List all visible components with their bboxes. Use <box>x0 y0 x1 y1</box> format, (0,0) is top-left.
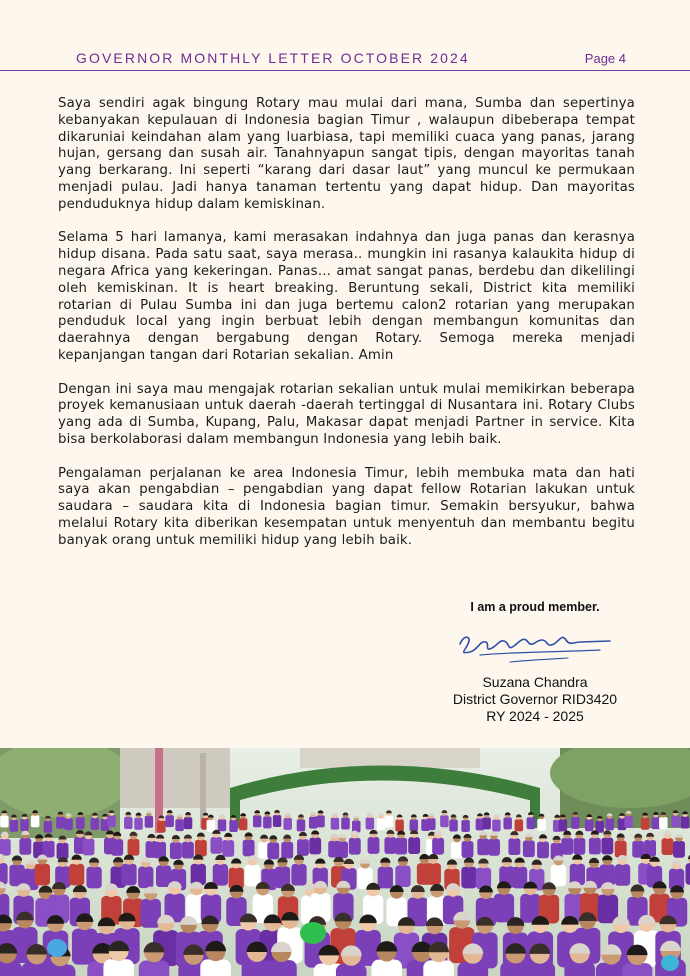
letter-body <box>58 96 635 566</box>
signature-block <box>430 600 640 725</box>
signer-name: Suzana Chandra <box>482 674 588 690</box>
signer-role: District Governor RID3420 <box>452 691 618 707</box>
paragraph-1: Saya sendiri agak bingung Rotary mau mulai dari mana, Sumba dan sepertinya kebanyakan kepulauan di Indonesia bagian Timur , walaupun dibeberapa tempat dikaruniai keindahan alam yang luarbiasa, tapi memiliki cuaca yang panas, jarang hujan, gersang dan susah air. Tanahnyapun sangat tipis, dengan mayoritas tanah yang berkarang. Ini seperti “karang dari dasar laut” yang muncul ke permukaan menjadi pulau. Jadi hanya tanaman tertentu yang dapat hidup. Dan mayoritas penduduknya hidup dalam kemiskinan. <box>58 96 635 212</box>
proud-member-tagline: I am a proud member. <box>470 600 600 614</box>
green-balloon <box>300 922 326 944</box>
page-header <box>0 0 690 71</box>
blue-balloon-right <box>661 955 679 971</box>
signer-term: RY 2024 - 2025 <box>486 708 584 724</box>
newsletter-title: GOVERNOR MONTHLY LETTER OCTOBER 2024 <box>76 50 470 66</box>
paragraph-4: Pengalaman perjalanan ke area Indonesia Timur, lebih membuka mata dan hati saya akan pengabdian – pengabdian yang dapat fellow Rotarian lakukan untuk saudara – saudara kita di Indonesia bagian timur. Semakin bersyukur, bahwa melalui Rotary kita diberikan kesempatan untuk menyentuh dan membantu begitu banyak orang untuk memiliki hidup yang lebih baik. <box>58 465 635 548</box>
paragraph-3: Dengan ini saya mau mengajak rotarian sekalian untuk mulai memikirkan beberapa proyek kemanusiaan untuk daerah -daerah tertinggal di Nusantara ini. Rotary Clubs yang ada di Sumba, Kupang, Palu, Makasar dapat menjadi Partner in service. Kita bisa berkolaborasi dalam membangun Indonesia yang lebih baik. <box>58 381 635 447</box>
blue-balloon <box>47 939 67 957</box>
page-number: Page 4 <box>584 51 626 66</box>
crowd-photo-illustration <box>0 748 690 976</box>
paragraph-2: Selama 5 hari lamanya, kami merasakan indahnya dan juga panas dan kerasnya hidup disana. Pada satu saat, saya merasa.. mungkin ini rasanya kalaukita hidup di negara Africa yang kekeringan. Panas… amat sangat panas, berdebu dan dikelilingi oleh kemiskinan. It is heart breaking. Beruntung sekali, District kita memiliki rotarian di Pulau Sumba ini dan juga bertemu calon2 rotarian yang merupakan penduduk local yang ingin berbuat lebih dengan membangun komunitas dan daerahnya dengan bergabung dengan Rotary. Semoga mereka menjadi kepanjangan tangan dari Rotarian sekalian. Amin <box>58 230 635 363</box>
group-photo <box>0 748 690 976</box>
handwritten-signature-icon <box>450 622 620 664</box>
